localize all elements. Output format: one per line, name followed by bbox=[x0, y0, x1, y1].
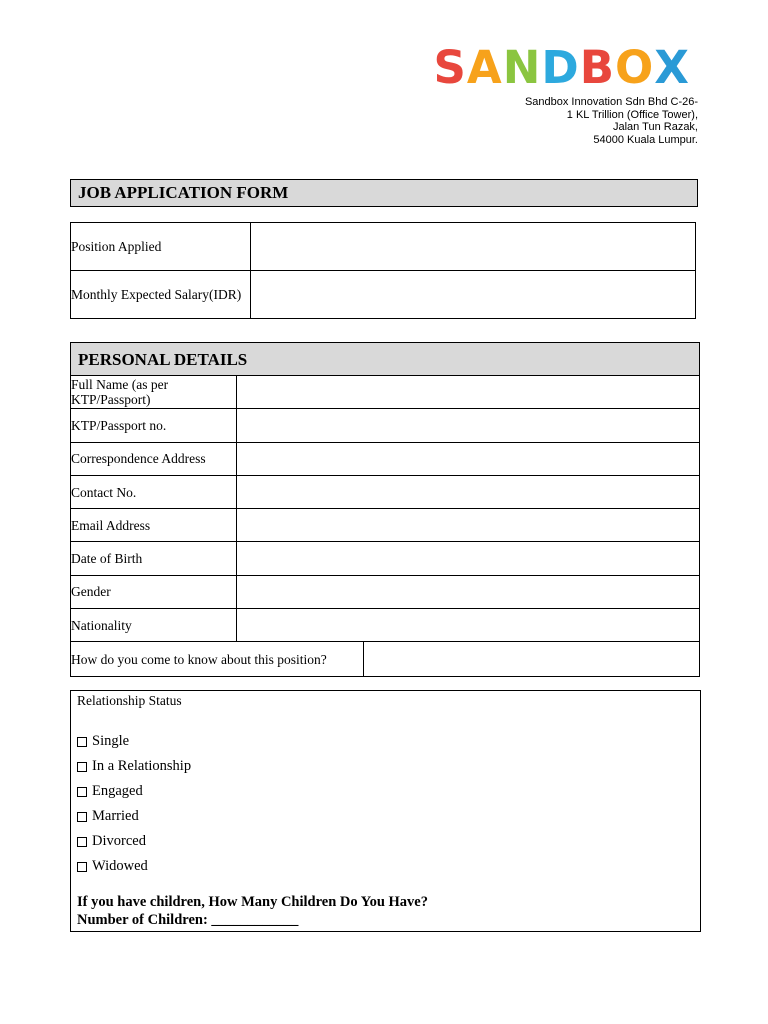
table-row bbox=[71, 542, 699, 575]
option-label: Single bbox=[92, 733, 130, 749]
option-label: Divorced bbox=[92, 833, 146, 849]
checkbox-icon[interactable] bbox=[77, 787, 87, 797]
expected-salary-field[interactable] bbox=[251, 271, 696, 319]
date-of-birth-field[interactable] bbox=[237, 542, 699, 574]
sandbox-logo bbox=[433, 42, 690, 94]
table-row bbox=[71, 376, 699, 409]
relationship-status-title: Relationship Status bbox=[77, 693, 182, 708]
logo-letter: S bbox=[433, 41, 467, 94]
logo-letter: O bbox=[615, 41, 655, 94]
option-widowed[interactable] bbox=[77, 854, 700, 879]
checkbox-icon[interactable] bbox=[77, 737, 87, 747]
personal-details-table bbox=[70, 342, 700, 677]
logo-letter: A bbox=[466, 41, 503, 94]
logo-letter: X bbox=[654, 41, 690, 94]
date-of-birth-label: Date of Birth bbox=[71, 542, 237, 574]
option-label: In a Relationship bbox=[92, 758, 192, 774]
option-label: Married bbox=[92, 808, 139, 824]
passport-number-label: KTP/Passport no. bbox=[71, 409, 237, 441]
table-row bbox=[71, 443, 699, 476]
contact-number-label: Contact No. bbox=[71, 476, 237, 508]
option-married[interactable] bbox=[77, 804, 700, 829]
table-row bbox=[71, 476, 699, 509]
contact-number-field[interactable] bbox=[237, 476, 699, 508]
logo-letter: N bbox=[502, 41, 542, 94]
full-name-label: Full Name (as per KTP/Passport) bbox=[71, 376, 237, 408]
table-row bbox=[71, 223, 696, 271]
option-single[interactable] bbox=[77, 729, 700, 754]
checkbox-icon[interactable] bbox=[77, 862, 87, 872]
gender-field[interactable] bbox=[237, 576, 699, 608]
table-row bbox=[71, 576, 699, 609]
job-application-header: JOB APPLICATION FORM bbox=[70, 179, 698, 207]
passport-number-field[interactable] bbox=[237, 409, 699, 441]
correspondence-address-label: Correspondence Address bbox=[71, 443, 237, 475]
expected-salary-label: Monthly Expected Salary(IDR) bbox=[71, 271, 251, 319]
nationality-field[interactable] bbox=[237, 609, 699, 641]
address-line: 1 KL Trillion (Office Tower), bbox=[566, 108, 698, 121]
table-row bbox=[71, 609, 699, 642]
children-question: If you have children, How Many Children Do You Have? bbox=[77, 894, 428, 910]
position-source-field[interactable] bbox=[364, 642, 699, 675]
job-details-table bbox=[70, 222, 696, 319]
gender-label: Gender bbox=[71, 576, 237, 608]
full-name-field[interactable] bbox=[237, 376, 699, 408]
children-section bbox=[77, 893, 700, 929]
children-count-field[interactable]: Number of Children: ____________ bbox=[77, 912, 299, 928]
position-applied-label: Position Applied bbox=[71, 223, 251, 271]
correspondence-address-field[interactable] bbox=[237, 443, 699, 475]
logo-letter: B bbox=[579, 41, 616, 94]
table-row bbox=[71, 642, 699, 675]
checkbox-icon[interactable] bbox=[77, 812, 87, 822]
option-in-a-relationship[interactable] bbox=[77, 754, 700, 779]
address-line: Jalan Tun Razak, bbox=[613, 121, 698, 133]
position-applied-field[interactable] bbox=[251, 223, 696, 271]
option-label: Widowed bbox=[92, 858, 148, 874]
option-engaged[interactable] bbox=[77, 779, 700, 804]
email-address-field[interactable] bbox=[237, 509, 699, 541]
checkbox-icon[interactable] bbox=[77, 762, 87, 772]
address-line: 54000 Kuala Lumpur. bbox=[593, 133, 698, 146]
table-row bbox=[71, 509, 699, 542]
option-divorced[interactable] bbox=[77, 829, 700, 854]
email-address-label: Email Address bbox=[71, 509, 237, 541]
logo-letter: D bbox=[541, 41, 580, 94]
option-label: Engaged bbox=[92, 783, 143, 799]
address-line: Sandbox Innovation Sdn Bhd C-26- bbox=[524, 96, 698, 108]
table-row bbox=[71, 409, 699, 442]
table-row bbox=[71, 271, 696, 319]
position-source-label: How do you come to know about this position? bbox=[71, 642, 364, 675]
nationality-label: Nationality bbox=[71, 609, 237, 641]
company-address bbox=[438, 96, 698, 146]
relationship-status-section bbox=[70, 690, 701, 932]
personal-details-header: PERSONAL DETAILS bbox=[71, 343, 699, 376]
checkbox-icon[interactable] bbox=[77, 837, 87, 847]
